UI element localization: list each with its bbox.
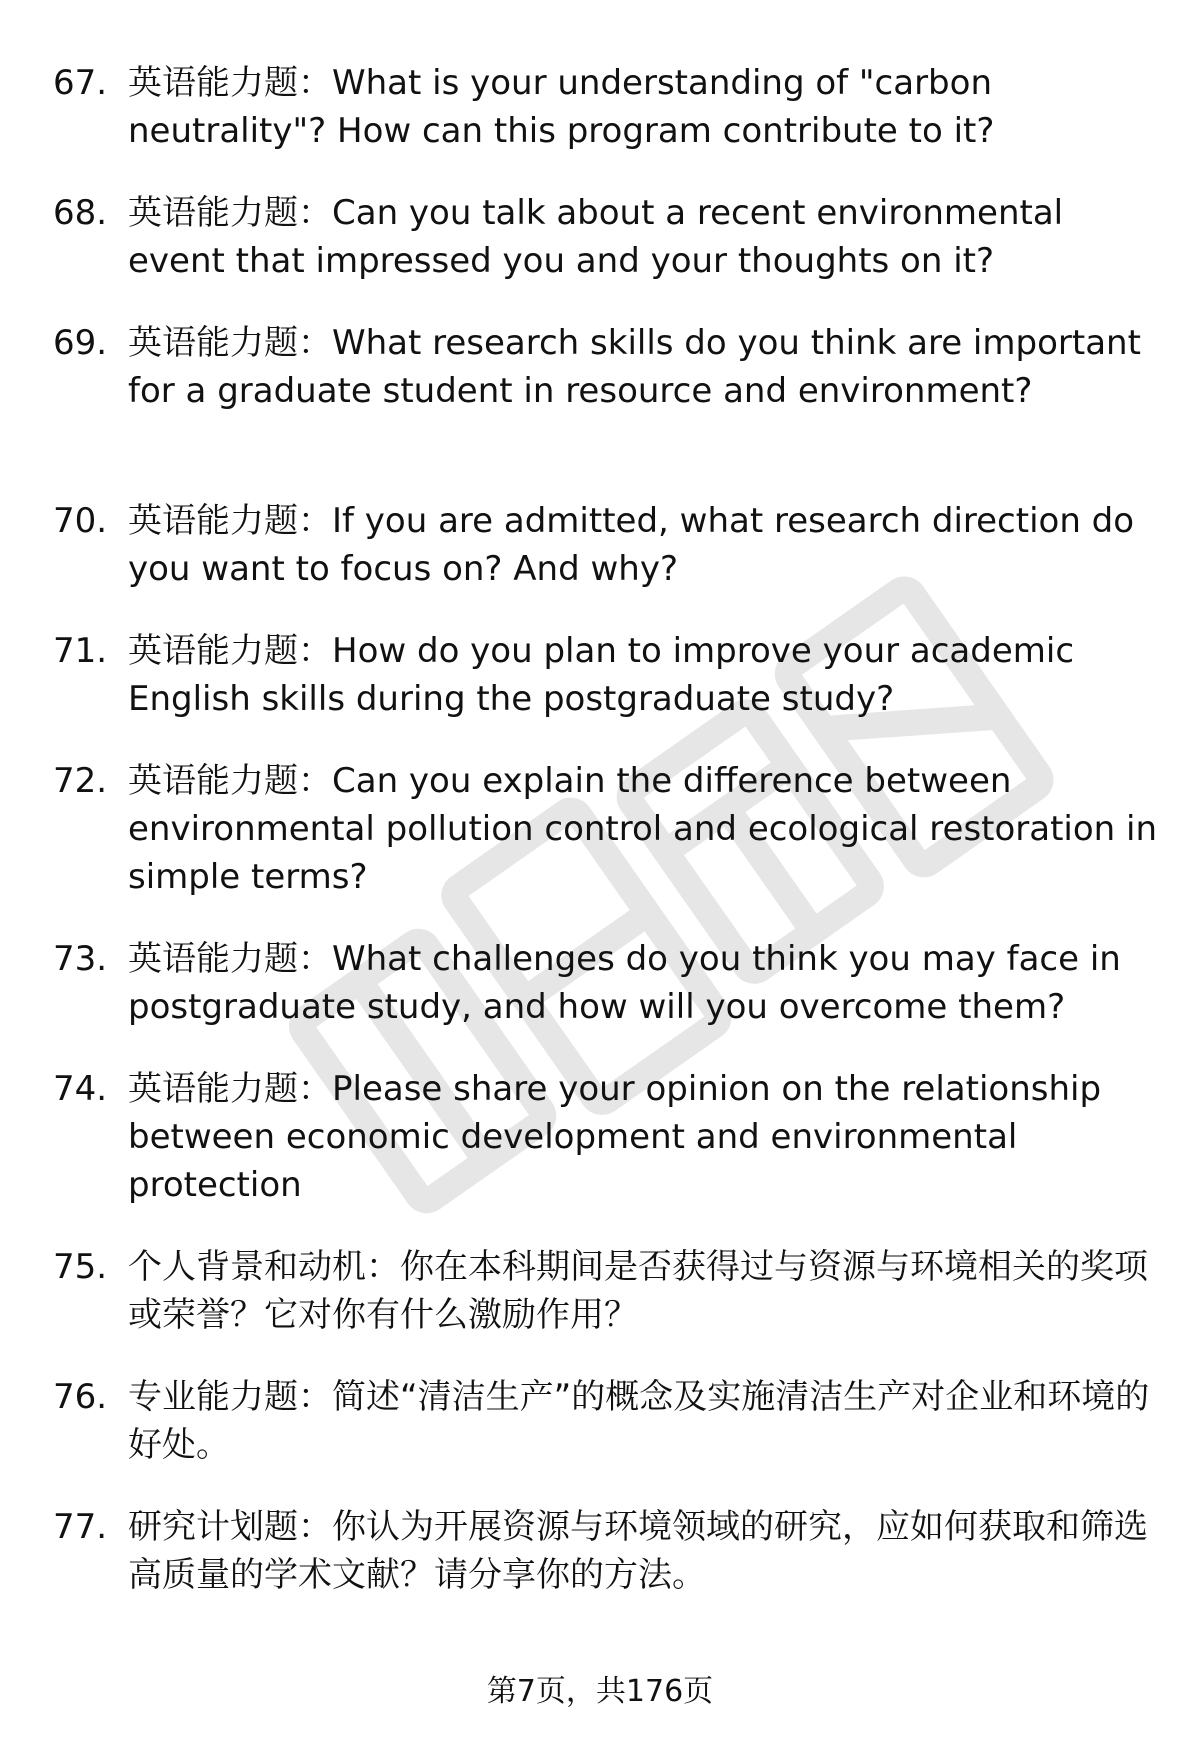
question-number: 71. <box>53 631 108 671</box>
question-number: 67. <box>53 63 108 103</box>
question-number: 70. <box>53 501 108 541</box>
question-text: 英语能力题：Please share your opinion on the relationship between economic development and environmental protection <box>128 1069 1102 1205</box>
question-number: 76. <box>53 1377 108 1417</box>
question-number: 72. <box>53 761 108 801</box>
question-text: 英语能力题：If you are admitted, what research direction do you want to focus on? And why? <box>128 501 1135 589</box>
question-text: 专业能力题：简述“清洁生产”的概念及实施清洁生产对企业和环境的好处。 <box>128 1377 1150 1465</box>
question-number: 75. <box>53 1247 108 1287</box>
question-number: 69. <box>53 323 108 363</box>
question-text: 英语能力题：Can you explain the difference between environmental pollution control and ecological restoration in simple terms? <box>128 761 1158 897</box>
question-text: 英语能力题：Can you talk about a recent environmental event that impressed you and your thoughts on it? <box>128 193 1064 281</box>
question-text: 研究计划题：你认为开展资源与环境领域的研究，应如何获取和筛选高质量的学术文献？请分享你的方法。 <box>128 1507 1148 1595</box>
question-text: 个人背景和动机：你在本科期间是否获得过与资源与环境相关的奖项或荣誉？它对你有什么激励作用？ <box>128 1247 1148 1335</box>
question-text: 英语能力题：What challenges do you think you may face in postgraduate study, and how will you overcome them? <box>128 939 1121 1027</box>
question-number: 73. <box>53 939 108 979</box>
question-number: 68. <box>53 193 108 233</box>
question-text: 英语能力题：What is your understanding of "carbon neutrality"? How can this program contribute to it? <box>128 63 995 151</box>
page-number-footer: 第7页，共176页 <box>486 1674 714 1709</box>
question-text: 英语能力题：What research skills do you think are important for a graduate student in resource and environment? <box>128 323 1141 411</box>
question-number: 74. <box>53 1069 108 1109</box>
question-text: 英语能力题：How do you plan to improve your academic English skills during the postgraduate study? <box>128 631 1075 719</box>
question-number: 77. <box>53 1507 108 1547</box>
